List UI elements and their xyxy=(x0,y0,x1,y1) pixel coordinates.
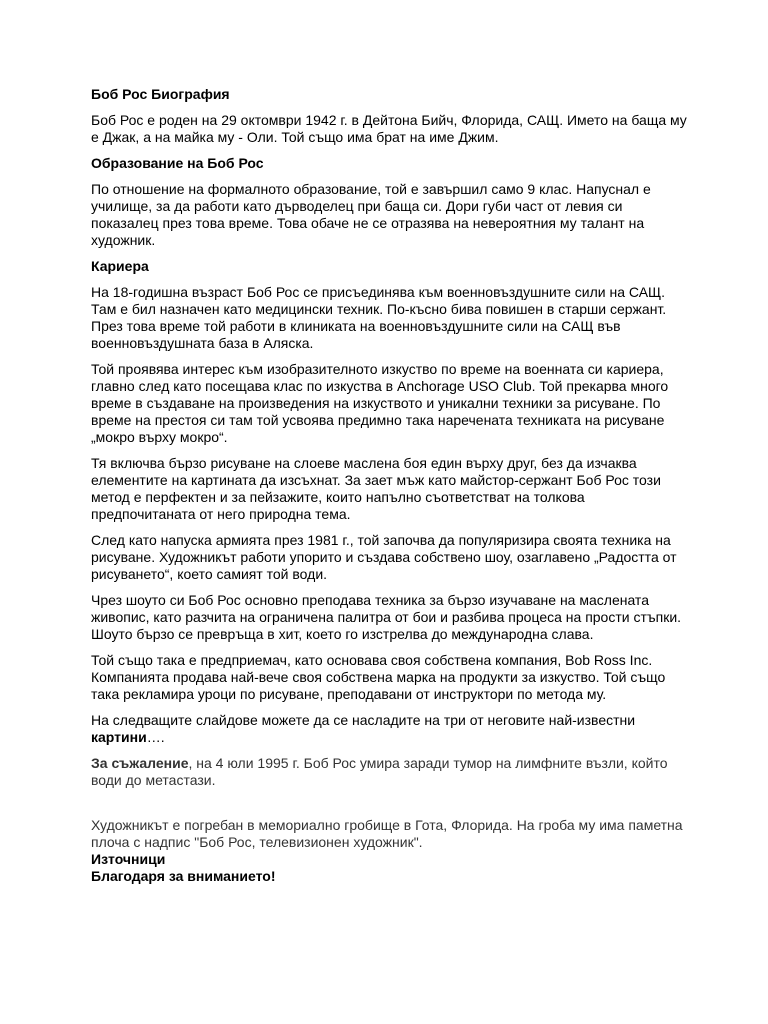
sources-label: Източници xyxy=(91,851,166,867)
career-heading: Кариера xyxy=(91,258,149,274)
career-paragraph-2: Той проявява интерес към изобразителното изкуство по време на военната си кариера, главно след като посещава клас по изкуства в Anchorage USO Club. Той прекарва много време в създаване на произведения на изкуството и уникални техники за рисуване. По време на престоя си там той усвоява предимно така наречената техниката на рисуване „мокро върху мокро“. xyxy=(91,361,669,445)
career-paragraph-4: След като напуска армията през 1981 г., той започва да популяризира своята техника на рисуване. Художникът работи упорито и създава собствено шоу, озаглавено „Радостта от рисуването“, което самият той води. xyxy=(91,532,677,582)
spacer xyxy=(91,798,691,817)
burial-paragraph: Художникът е погребан в мемориално гробище в Гота, Флорида. На гроба му има паметна плоча с надпис "Боб Рос, телевизионен художник". xyxy=(91,817,683,850)
intro-paragraph: Боб Рос е роден на 29 октомври 1942 г. в Дейтона Бийч, Флорида, САЩ. Името на баща му е Джак, а на майка му - Оли. Той също има брат на име Джим. xyxy=(91,112,687,145)
slides-ellipsis: …. xyxy=(146,729,165,745)
slides-bold-word: картини xyxy=(91,729,147,745)
slides-text: На следващите слайдове можете да се насладите на три от неговите най-известни xyxy=(91,712,636,728)
document-title: Боб Рос Биография xyxy=(91,86,230,102)
thanks-label: Благодаря за вниманието! xyxy=(91,868,276,884)
death-paragraph xyxy=(91,755,691,789)
death-bold-lead: За съжаление xyxy=(91,755,189,771)
career-paragraph-3: Тя включва бързо рисуване на слоеве маслена боя един върху друг, без да изчаква елементите на картината да изсъхнат. За зает мъж като майстор-сержант Боб Рос този метод е перфектен и за пейзажите, които напълно съответстват на толкова предпочитаната от него природна тема. xyxy=(91,455,661,522)
education-heading: Образование на Боб Рос xyxy=(91,155,264,171)
career-paragraph-6: Той също така е предприемач, като основава своя собствена компания, Bob Ross Inc. Компанията продава най-вече своя собствена марка на продукти за изкуство. Той също така рекламира уроци по рисуване, преподавани от инструктори по метода му. xyxy=(91,652,666,702)
career-paragraph-5: Чрез шоуто си Боб Рос основно преподава техника за бързо изучаване на маслената живопис, като разчита на ограничена палитра от бои и разбива процеса на прости стъпки. Шоуто бързо се превръща в хит, което го изстрелва до международна слава. xyxy=(91,592,682,642)
slides-paragraph xyxy=(91,712,691,746)
education-paragraph: По отношение на формалното образование, той е завършил само 9 клас. Напуснал е училище, за да работи като дърводелец при баща си. Дори губи част от левия си показалец през това време. Това обаче не се отразява на невероятния му талант на художник. xyxy=(91,181,651,248)
career-paragraph-1: На 18-годишна възраст Боб Рос се присъединява към военновъздушните сили на САЩ. Там е бил назначен като медицински техник. По-късно бива повишен в старши сержант. През това време той работи в клиниката на военновъздушните сили на САЩ във военновъздушната база в Аляска. xyxy=(91,284,667,351)
document-page xyxy=(91,86,691,885)
death-text: , на 4 юли 1995 г. Боб Рос умира заради тумор на лимфните възли, който води до метастази. xyxy=(91,755,668,788)
